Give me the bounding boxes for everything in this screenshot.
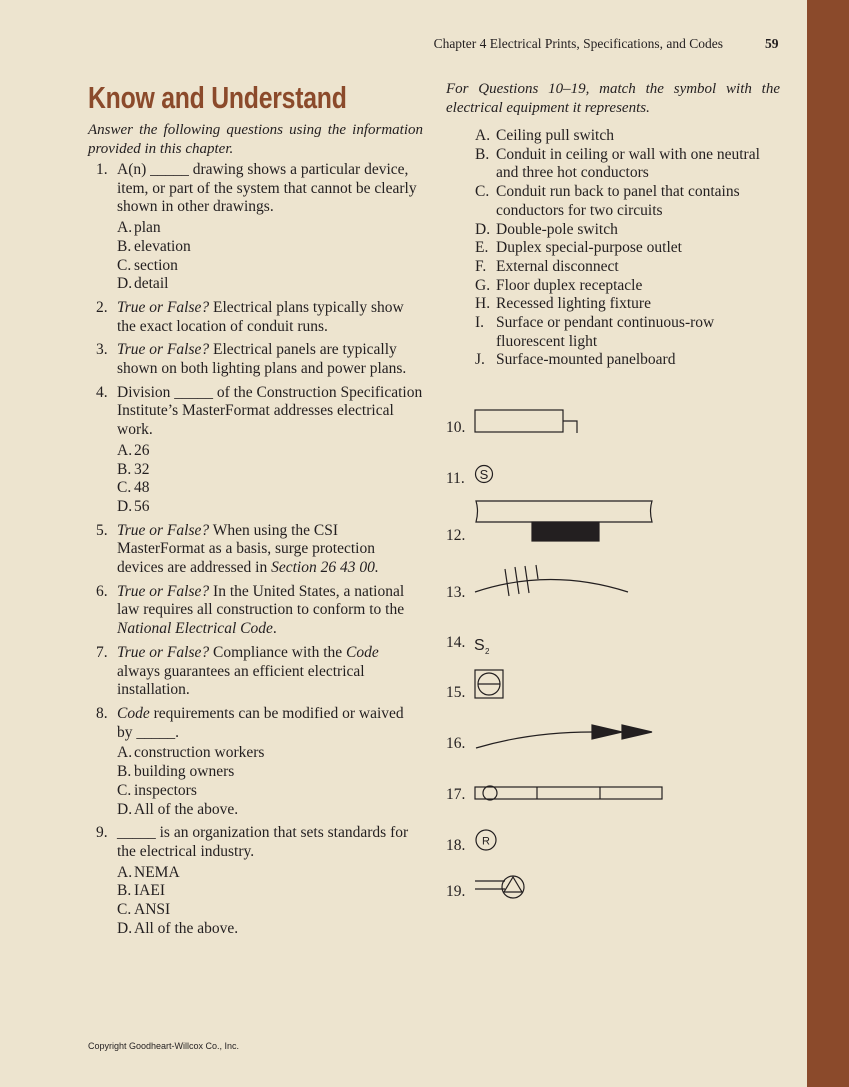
question-emphasis: Section 26 43 00. <box>271 559 379 577</box>
question-number: 7. <box>96 643 108 661</box>
option-letter: A. <box>117 744 133 762</box>
question-text <box>117 522 423 578</box>
question-body: requirements can be modified or waived by _____. <box>117 704 404 741</box>
conduit-four-conductors-symbol <box>475 565 628 596</box>
svg-text:2: 2 <box>485 647 490 656</box>
choice-text: Conduit run back to panel that contains conductors for two circuits <box>496 183 740 219</box>
question-text <box>117 644 423 700</box>
floor-duplex-receptacle-symbol <box>475 670 503 698</box>
option-text: building owners <box>134 763 235 781</box>
answer-option <box>117 801 423 820</box>
question-7 <box>88 644 423 700</box>
question-emphasis: Code <box>346 643 379 661</box>
svg-text:S: S <box>479 467 489 482</box>
matching-choice <box>475 146 785 183</box>
option-letter: B. <box>117 882 132 900</box>
home-run-two-circuits-symbol <box>476 725 652 748</box>
question-emphasis: Code <box>117 704 150 722</box>
symbol-question-number: 14. <box>446 634 466 651</box>
chapter-tab-bar <box>807 0 849 1087</box>
question-text <box>117 824 423 861</box>
option-letter: D. <box>117 800 133 818</box>
double-pole-switch-symbol <box>474 637 490 656</box>
question-emphasis: True or False? <box>117 298 210 316</box>
answer-options <box>117 219 423 294</box>
choice-text: Surface-mounted panelboard <box>496 351 676 369</box>
matching-choice <box>475 258 785 277</box>
option-letter: A. <box>117 863 133 881</box>
question-emphasis: National Electrical Code <box>117 620 273 638</box>
option-letter: B. <box>117 460 132 478</box>
question-emphasis: True or False? <box>117 521 210 539</box>
option-text: construction workers <box>134 744 265 762</box>
question-emphasis: True or False? <box>117 582 210 600</box>
option-text: IAEI <box>134 882 165 900</box>
choice-text: Double-pole switch <box>496 220 618 238</box>
matching-choice <box>475 127 785 146</box>
question-tail: always guarantees an efficient electrical installation. <box>117 662 365 699</box>
choice-letter: H. <box>475 295 491 313</box>
question-5 <box>88 522 423 578</box>
question-9 <box>88 824 423 938</box>
special-purpose-outlet-symbol <box>475 876 524 898</box>
answer-option <box>117 744 423 763</box>
running-header: Chapter 4 Electrical Prints, Specifications, and Codes <box>433 36 723 51</box>
option-text: detail <box>134 275 169 293</box>
matching-choice <box>475 221 785 240</box>
choice-letter: J. <box>475 351 485 369</box>
question-body: Division _____ of the Construction Specification Institute’s MasterFormat addresses electrical work. <box>117 383 423 439</box>
option-text: NEMA <box>134 863 180 881</box>
choice-letter: E. <box>475 239 489 257</box>
question-text <box>117 384 423 440</box>
question-1 <box>88 161 423 294</box>
recessed-fixture-symbol <box>476 830 496 850</box>
question-number: 2. <box>96 298 108 316</box>
matching-choice <box>475 314 785 351</box>
symbol-question-number: 12. <box>446 527 466 544</box>
question-number: 6. <box>96 582 108 600</box>
choice-text: Recessed lighting fixture <box>496 295 651 313</box>
answer-option <box>117 461 423 480</box>
symbol-question-number: 13. <box>446 584 466 601</box>
page-number: 59 <box>765 36 779 51</box>
question-text <box>117 161 423 217</box>
answer-option <box>117 763 423 782</box>
option-letter: A. <box>117 441 133 459</box>
option-text: inspectors <box>134 781 197 799</box>
svg-text:S: S <box>474 637 485 654</box>
choice-letter: F. <box>475 257 487 275</box>
matching-intro: For Questions 10–19, match the symbol with the electrical equipment it represents. <box>446 81 780 116</box>
question-8 <box>88 705 423 819</box>
svg-text:R: R <box>482 835 490 848</box>
matching-choice <box>475 183 785 220</box>
question-3 <box>88 341 423 378</box>
option-text: 32 <box>134 460 150 478</box>
option-letter: C. <box>117 479 132 497</box>
symbol-question-number: 11. <box>446 470 465 487</box>
answer-option <box>117 864 423 883</box>
choice-list <box>475 127 785 370</box>
option-text: plan <box>134 219 161 237</box>
symbol-question-number: 19. <box>446 883 466 900</box>
question-text <box>117 299 423 336</box>
answer-option <box>117 219 423 238</box>
answer-option <box>117 782 423 801</box>
choice-letter: I. <box>475 314 485 332</box>
choice-text: Surface or pendant continuous-row fluorescent light <box>496 314 715 350</box>
choice-text: Conduit in ceiling or wall with one neutral and three hot conductors <box>496 145 760 182</box>
matching-choice <box>475 295 785 314</box>
option-text: 56 <box>134 497 150 515</box>
external-disconnect-symbol <box>475 410 577 433</box>
section-title: Know and Understand <box>88 80 347 115</box>
answer-options <box>117 442 423 517</box>
question-body: Compliance with the <box>209 643 347 661</box>
answer-option <box>117 442 423 461</box>
question-number: 1. <box>96 161 108 178</box>
symbol-question-number: 17. <box>446 786 466 803</box>
answer-option <box>117 238 423 257</box>
symbol-question-number: 10. <box>446 419 466 436</box>
option-letter: C. <box>117 256 132 274</box>
option-letter: B. <box>117 763 132 781</box>
answer-option <box>117 275 423 294</box>
question-2 <box>88 299 423 336</box>
question-number: 3. <box>96 341 108 359</box>
option-letter: B. <box>117 237 132 255</box>
symbol-question-number: 15. <box>446 684 466 701</box>
question-text <box>117 341 423 378</box>
option-text: ANSI <box>134 901 171 919</box>
answer-option <box>117 498 423 517</box>
option-text: All of the above. <box>134 919 239 937</box>
option-text: 26 <box>134 441 150 459</box>
answer-options <box>117 744 423 819</box>
option-letter: C. <box>117 901 132 919</box>
choice-letter: D. <box>475 220 491 238</box>
section-intro: Answer the following questions using the information provided in this chapter. <box>88 122 423 157</box>
question-emphasis: True or False? <box>117 341 210 359</box>
answer-option <box>117 479 423 498</box>
question-emphasis: True or False? <box>117 643 210 661</box>
option-letter: D. <box>117 497 133 515</box>
option-text: 48 <box>134 479 150 497</box>
question-list <box>88 161 423 943</box>
question-tail: . <box>272 620 277 638</box>
answer-options <box>117 864 423 939</box>
symbol-question-number: 16. <box>446 735 466 752</box>
option-letter: C. <box>117 781 132 799</box>
question-body: _____ is an organization that sets standards for the electrical industry. <box>117 824 409 860</box>
copyright-footer: Copyright Goodheart-Willcox Co., Inc. <box>88 1041 240 1051</box>
question-body: When using the CSI MasterFormat as a basis, surge protection devices are addressed in <box>117 521 375 577</box>
option-letter: A. <box>117 219 133 237</box>
choice-letter: C. <box>475 183 490 201</box>
question-number: 9. <box>96 824 108 842</box>
choice-letter: B. <box>475 145 490 163</box>
question-text <box>117 705 423 742</box>
ceiling-pull-switch-symbol <box>476 466 493 483</box>
answer-option <box>117 257 423 276</box>
answer-option <box>117 920 423 939</box>
matching-choice <box>475 239 785 258</box>
question-body: Electrical panels are typically shown on both lighting plans and power plans. <box>117 341 407 378</box>
question-6 <box>88 583 423 639</box>
answer-option <box>117 901 423 920</box>
continuous-row-fluorescent-symbol <box>475 786 662 800</box>
choice-letter: A. <box>475 127 491 144</box>
question-4 <box>88 384 423 517</box>
surface-panelboard-symbol <box>476 501 652 541</box>
question-number: 5. <box>96 521 108 539</box>
choice-text: Floor duplex receptacle <box>496 276 643 294</box>
question-number: 8. <box>96 704 108 722</box>
option-text: elevation <box>134 237 191 255</box>
question-body: Electrical plans typically show the exact location of conduit runs. <box>117 298 404 335</box>
choice-text: Ceiling pull switch <box>496 127 614 144</box>
option-text: section <box>134 256 178 274</box>
option-letter: D. <box>117 919 133 937</box>
question-text <box>117 583 423 639</box>
choice-text: Duplex special-purpose outlet <box>496 239 682 257</box>
choice-letter: G. <box>475 276 491 294</box>
choice-text: External disconnect <box>496 257 619 275</box>
symbol-question-number: 18. <box>446 837 466 854</box>
question-body: In the United States, a national law requires all construction to conform to the <box>117 582 405 619</box>
matching-choice <box>475 277 785 296</box>
matching-choice <box>475 351 785 370</box>
option-letter: D. <box>117 275 133 293</box>
option-text: All of the above. <box>134 800 239 818</box>
question-body: A(n) _____ drawing shows a particular device, item, or part of the system that cannot be clearly shown in other drawings. <box>117 161 417 216</box>
answer-option <box>117 882 423 901</box>
question-number: 4. <box>96 383 108 401</box>
